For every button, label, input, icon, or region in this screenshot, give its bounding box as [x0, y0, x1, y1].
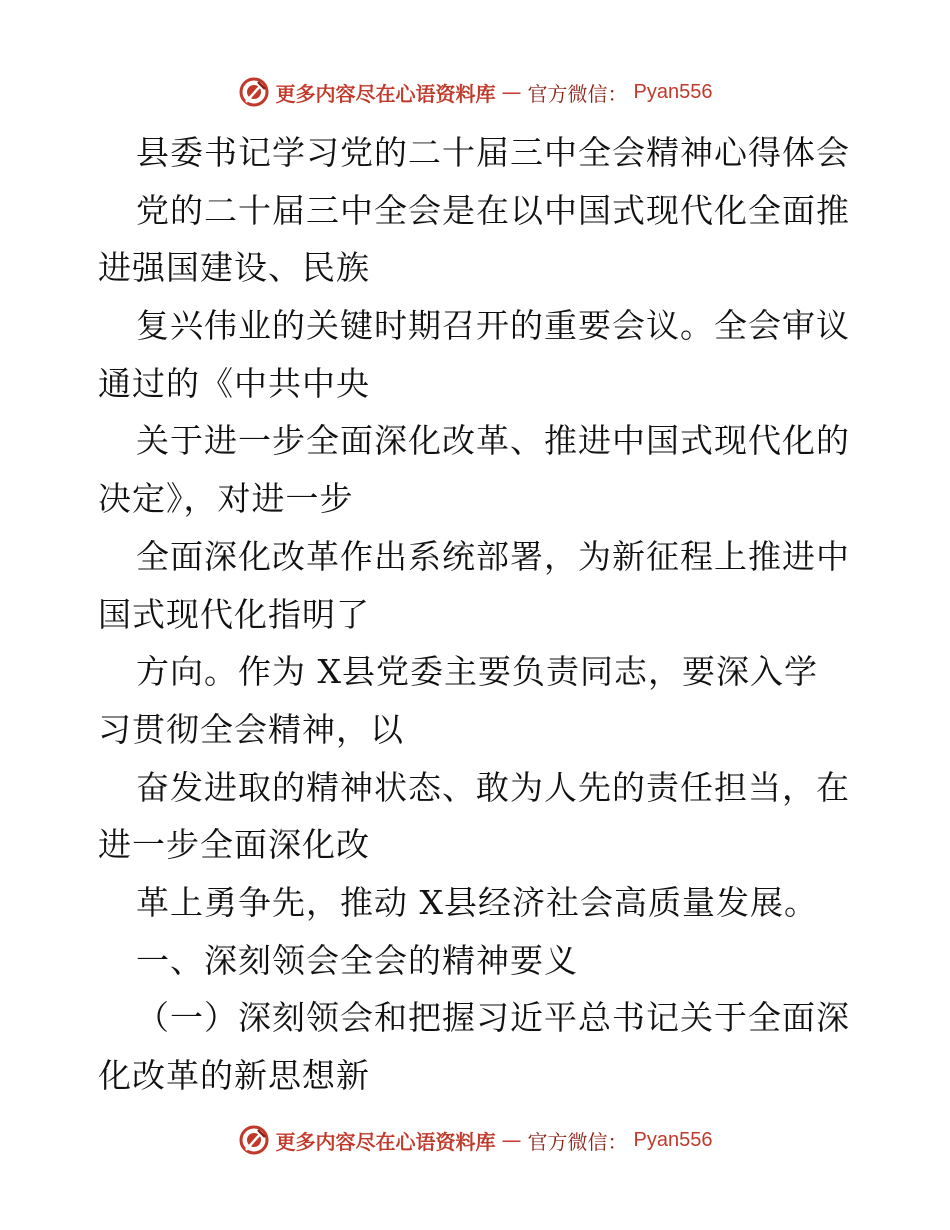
text-line: 革上勇争先，推动 X县经济社会高质量发展。	[136, 882, 818, 922]
text-line: 复兴伟业的关键时期召开的重要会议。全会审议	[136, 306, 850, 346]
text-line: 决定》，对进一步	[98, 479, 354, 519]
text-line: 习贯彻全会精神，以	[98, 709, 404, 749]
text-line: 化改革的新思想新	[98, 1056, 370, 1095]
watermark-dash: —	[501, 1128, 522, 1152]
text-line: 党的二十届三中全会是在以中国式现代化全面推	[136, 190, 850, 230]
pen-logo-icon	[238, 76, 270, 108]
footer-watermark	[0, 1120, 950, 1160]
document-title: 县委书记学习党的二十届三中全会精神心得体会	[136, 133, 850, 172]
text-line: 进一步全面深化改	[98, 825, 370, 865]
text-line: 关于进一步全面深化改革、推进中国式现代化的	[136, 421, 850, 461]
text-line: 奋发进取的精神状态、敢为人先的责任担当，在	[136, 767, 850, 807]
text-line: 国式现代化指明了	[98, 594, 370, 634]
watermark-wechat-id: Pyan556	[633, 1128, 713, 1151]
watermark-dash: —	[501, 80, 522, 104]
text-line: 通过的《中共中央	[98, 363, 370, 403]
subsection-heading: （一）深刻领会和把握习近平总书记关于全面深	[136, 998, 850, 1038]
section-heading: 一、深刻领会全会的精神要义	[136, 940, 578, 980]
watermark-text: 更多内容尽在心语资料库	[275, 1129, 496, 1154]
text-line: 进强国建设、民族	[98, 248, 370, 288]
text-line: 方向。作为 X县党委主要负责同志，要深入学	[136, 652, 818, 692]
document-body	[98, 124, 858, 1105]
watermark-wechat-label: 官方微信：	[527, 1129, 628, 1154]
watermark-text: 更多内容尽在心语资料库	[275, 81, 496, 106]
pen-logo-icon	[238, 1124, 270, 1156]
watermark-wechat-id: Pyan556	[633, 80, 713, 103]
header-watermark	[0, 72, 950, 112]
watermark-wechat-label: 官方微信：	[527, 81, 628, 106]
text-line: 全面深化改革作出系统部署，为新征程上推进中	[136, 536, 850, 576]
